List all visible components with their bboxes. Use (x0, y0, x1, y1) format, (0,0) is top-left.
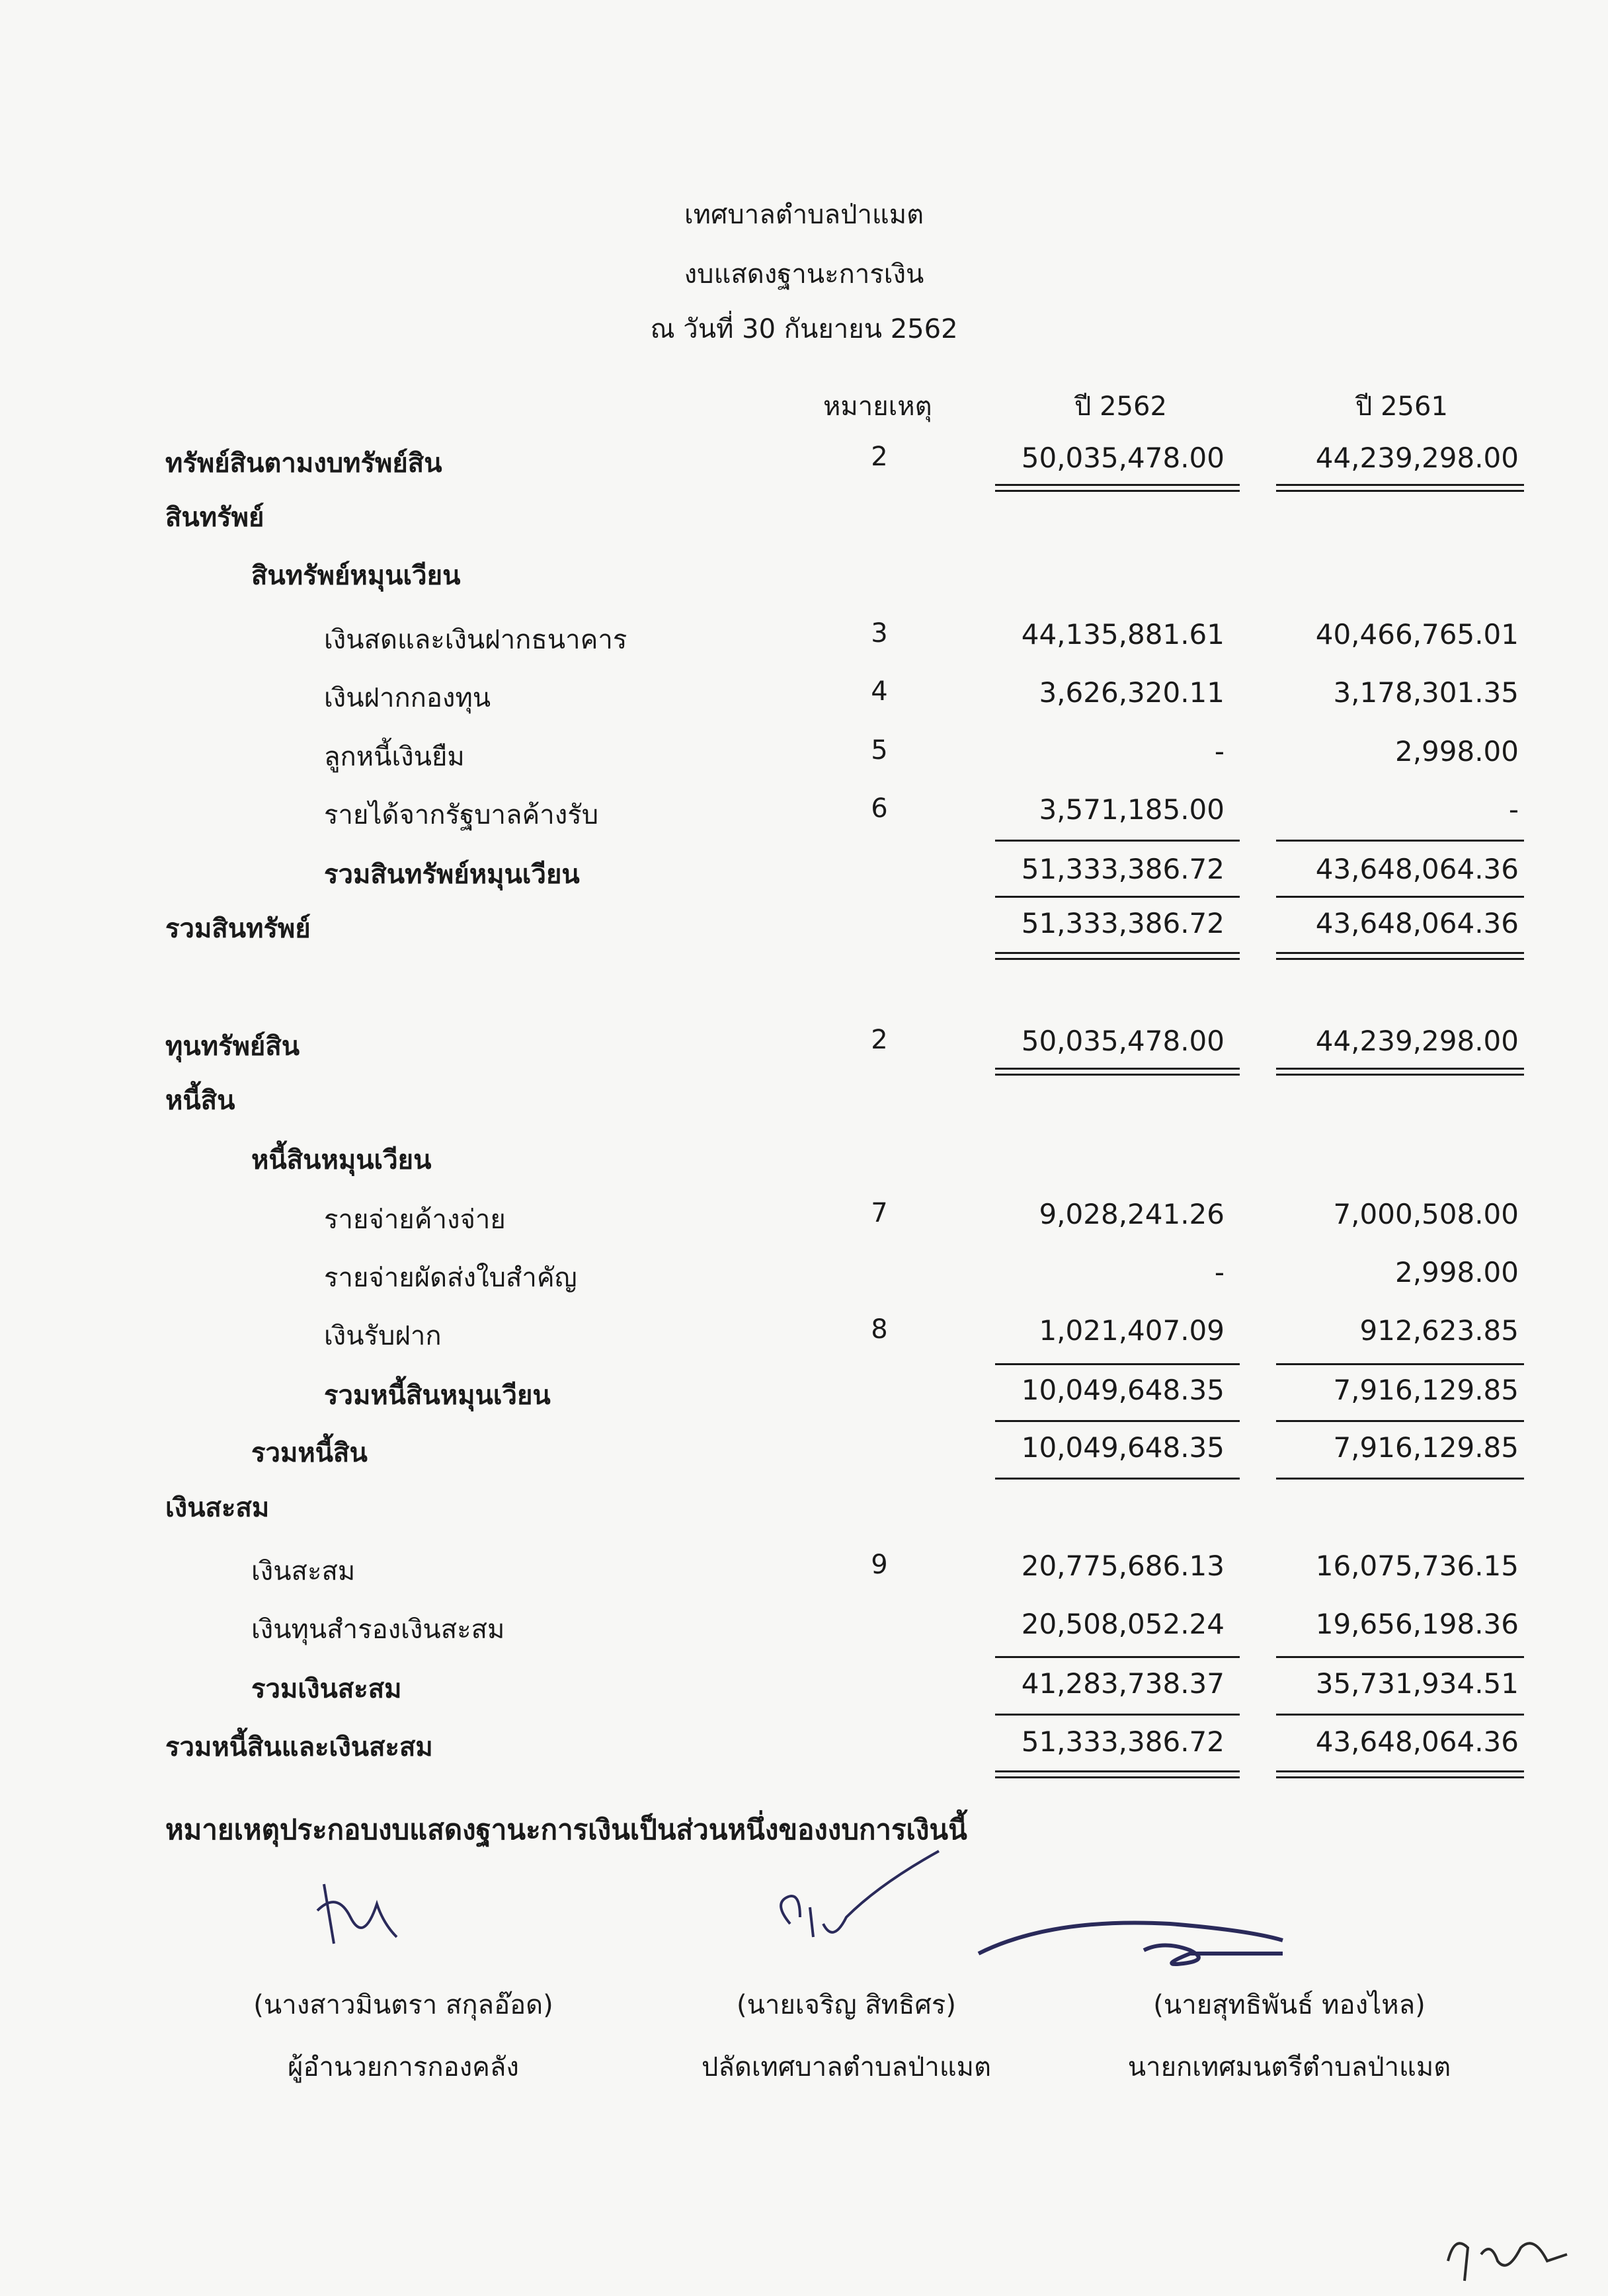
row-value-2561: 7,916,129.85 (1333, 1374, 1519, 1406)
statement-footnote: หมายเหตุประกอบงบแสดงฐานะการเงินเป็นส่วนหนึ่งของงบการเงินนี้ (165, 1813, 967, 1846)
row-value-2561: 912,623.85 (1359, 1314, 1519, 1347)
signature-block-finance-director (172, 1983, 635, 2108)
double-underline (1276, 1770, 1524, 1778)
row-value-2562: 9,028,241.26 (1039, 1198, 1225, 1230)
row-accumulated-funds-heading (0, 1486, 1608, 1526)
year-2562-column-header: ปี 2562 (1074, 391, 1167, 422)
row-value-2561: 2,998.00 (1394, 1256, 1519, 1288)
row-value-2561: 16,075,736.15 (1315, 1550, 1519, 1582)
statement-title: งบแสดงฐานะการเงิน (684, 259, 924, 290)
row-value-2562: 51,333,386.72 (1021, 1725, 1225, 1758)
row-label: เงินทุนสำรองเงินสะสม (251, 1614, 505, 1645)
underline (995, 1714, 1240, 1716)
row-value-2562: - (1214, 735, 1225, 768)
signature-mark-municipal-clerk (760, 1844, 945, 1970)
row-value-2562: 20,508,052.24 (1021, 1608, 1225, 1640)
signer-name: (นายเจริญ สิทธิศร) (737, 1990, 956, 2020)
underline (1276, 1656, 1524, 1658)
row-note: 4 (871, 676, 888, 707)
row-reserve-fund (0, 1608, 1608, 1647)
row-label: รายจ่ายค้างจ่าย (324, 1205, 506, 1235)
row-value-2561: - (1508, 793, 1519, 826)
row-loan-receivables (0, 735, 1608, 775)
underline (995, 840, 1240, 842)
row-note: 7 (871, 1198, 888, 1228)
row-value-2561: 43,648,064.36 (1315, 907, 1519, 939)
row-property-assets (0, 442, 1608, 481)
double-underline (1276, 1068, 1524, 1076)
row-value-2562: 50,035,478.00 (1021, 442, 1225, 474)
row-value-2561: 44,239,298.00 (1315, 442, 1519, 474)
double-underline (995, 952, 1240, 960)
underline (1276, 1478, 1524, 1480)
double-underline (1276, 952, 1524, 960)
signer-position: ผู้อำนวยการกองคลัง (288, 2052, 519, 2082)
row-label: หนี้สินหมุนเวียน (251, 1145, 432, 1175)
row-note: 2 (871, 442, 888, 472)
note-column-header: หมายเหตุ (823, 391, 932, 422)
row-label: ทรัพย์สินตามงบทรัพย์สิน (165, 448, 442, 479)
row-note: 3 (871, 618, 888, 649)
row-value-2562: 20,775,686.13 (1021, 1550, 1225, 1582)
row-value-2562: 51,333,386.72 (1021, 853, 1225, 885)
row-value-2562: 10,049,648.35 (1021, 1431, 1225, 1464)
row-current-liabilities-heading (0, 1138, 1608, 1178)
signature-block-municipal-clerk (615, 1983, 1078, 2108)
row-assets-heading (0, 496, 1608, 535)
row-note: 9 (871, 1550, 888, 1580)
signature-mark-finance-director (298, 1871, 417, 1957)
double-underline (995, 1068, 1240, 1076)
row-total-current-liabilities (0, 1374, 1608, 1413)
row-label: สินทรัพย์ (165, 502, 264, 533)
row-value-2561: 44,239,298.00 (1315, 1025, 1519, 1057)
row-note: 2 (871, 1025, 888, 1055)
row-label: รวมสินทรัพย์ (165, 914, 311, 944)
row-value-2562: 3,571,185.00 (1039, 793, 1225, 826)
row-value-2562: 41,283,738.37 (1021, 1667, 1225, 1700)
row-note: 5 (871, 735, 888, 766)
initials-mark (1435, 2221, 1580, 2287)
underline (995, 1363, 1240, 1365)
row-value-2561: 19,656,198.36 (1315, 1608, 1519, 1640)
double-underline (995, 1770, 1240, 1778)
row-label: เงินฝากกองทุน (324, 683, 491, 713)
row-label: หนี้สิน (165, 1086, 235, 1116)
row-label: รวมหนี้สินหมุนเวียน (324, 1380, 551, 1411)
row-value-2562: 1,021,407.09 (1039, 1314, 1225, 1347)
signer-name: (นายสุทธิพันธ์ ทองไหล) (1153, 1990, 1426, 2020)
underline (995, 896, 1240, 898)
row-label: รวมสินทรัพย์หมุนเวียน (324, 859, 580, 890)
underline (1276, 1363, 1524, 1365)
row-value-2562: 44,135,881.61 (1021, 618, 1225, 651)
row-value-2561: 35,731,934.51 (1315, 1667, 1519, 1700)
row-value-2562: 51,333,386.72 (1021, 907, 1225, 939)
underline (1276, 896, 1524, 898)
row-value-2561: 7,000,508.00 (1333, 1198, 1519, 1230)
row-cash (0, 618, 1608, 658)
organization-name: เทศบาลตำบลป่าแมต (684, 200, 924, 230)
row-label: เงินสะสม (251, 1556, 356, 1587)
signature-mark-mayor (972, 1904, 1303, 1977)
row-liabilities-heading (0, 1079, 1608, 1119)
row-label: สินทรัพย์หมุนเวียน (251, 561, 461, 591)
double-underline (1276, 484, 1524, 492)
row-label: เงินสะสม (165, 1493, 270, 1523)
double-underline (995, 484, 1240, 492)
row-value-2561: 40,466,765.01 (1315, 618, 1519, 651)
row-label: เงินสดและเงินฝากธนาคาร (324, 625, 627, 655)
row-value-2561: 3,178,301.35 (1333, 676, 1519, 709)
row-accumulated-funds (0, 1550, 1608, 1589)
signer-position: ปลัดเทศบาลตำบลป่าแมต (702, 2052, 991, 2082)
row-government-revenue-receivable (0, 793, 1608, 833)
row-total-assets (0, 907, 1608, 947)
row-value-2562: 10,049,648.35 (1021, 1374, 1225, 1406)
signer-name: (นางสาวมินตรา สกุลอ๊อด) (253, 1990, 553, 2020)
underline (1276, 1420, 1524, 1422)
row-label: รวมเงินสะสม (251, 1674, 402, 1704)
row-note: 8 (871, 1314, 888, 1345)
row-pending-voucher-expenses (0, 1256, 1608, 1296)
row-accrued-expenses (0, 1198, 1608, 1238)
year-2561-column-header: ปี 2561 (1355, 391, 1448, 422)
row-value-2562: 50,035,478.00 (1021, 1025, 1225, 1057)
row-total-current-assets (0, 853, 1608, 892)
statement-date: ณ วันที่ 30 กันยายน 2562 (650, 314, 958, 344)
row-fund-deposits (0, 676, 1608, 716)
row-label: รายได้จากรัฐบาลค้างรับ (324, 800, 599, 830)
row-total-liabilities (0, 1431, 1608, 1471)
row-value-2562: 3,626,320.11 (1039, 676, 1225, 709)
row-total-liabilities-and-funds (0, 1725, 1608, 1765)
row-note: 6 (871, 793, 888, 824)
row-value-2561: 7,916,129.85 (1333, 1431, 1519, 1464)
row-label: รวมหนี้สินและเงินสะสม (165, 1732, 433, 1762)
underline (995, 1478, 1240, 1480)
underline (995, 1420, 1240, 1422)
signature-block-mayor (1058, 1983, 1521, 2108)
row-label: รายจ่ายผัดส่งใบสำคัญ (324, 1263, 577, 1293)
row-label: ลูกหนี้เงินยืม (324, 742, 465, 772)
row-property-capital (0, 1025, 1608, 1064)
row-value-2561: 43,648,064.36 (1315, 1725, 1519, 1758)
underline (1276, 840, 1524, 842)
row-value-2561: 43,648,064.36 (1315, 853, 1519, 885)
underline (1276, 1714, 1524, 1716)
row-label: เงินรับฝาก (324, 1321, 442, 1351)
row-current-assets-heading (0, 554, 1608, 594)
row-value-2562: - (1214, 1256, 1225, 1288)
row-label: รวมหนี้สิน (251, 1438, 368, 1468)
row-value-2561: 2,998.00 (1394, 735, 1519, 768)
row-label: ทุนทรัพย์สิน (165, 1031, 300, 1062)
row-total-accumulated-funds (0, 1667, 1608, 1707)
signer-position: นายกเทศมนตรีตำบลป่าแมต (1127, 2052, 1451, 2082)
row-deposits-received (0, 1314, 1608, 1354)
underline (995, 1656, 1240, 1658)
